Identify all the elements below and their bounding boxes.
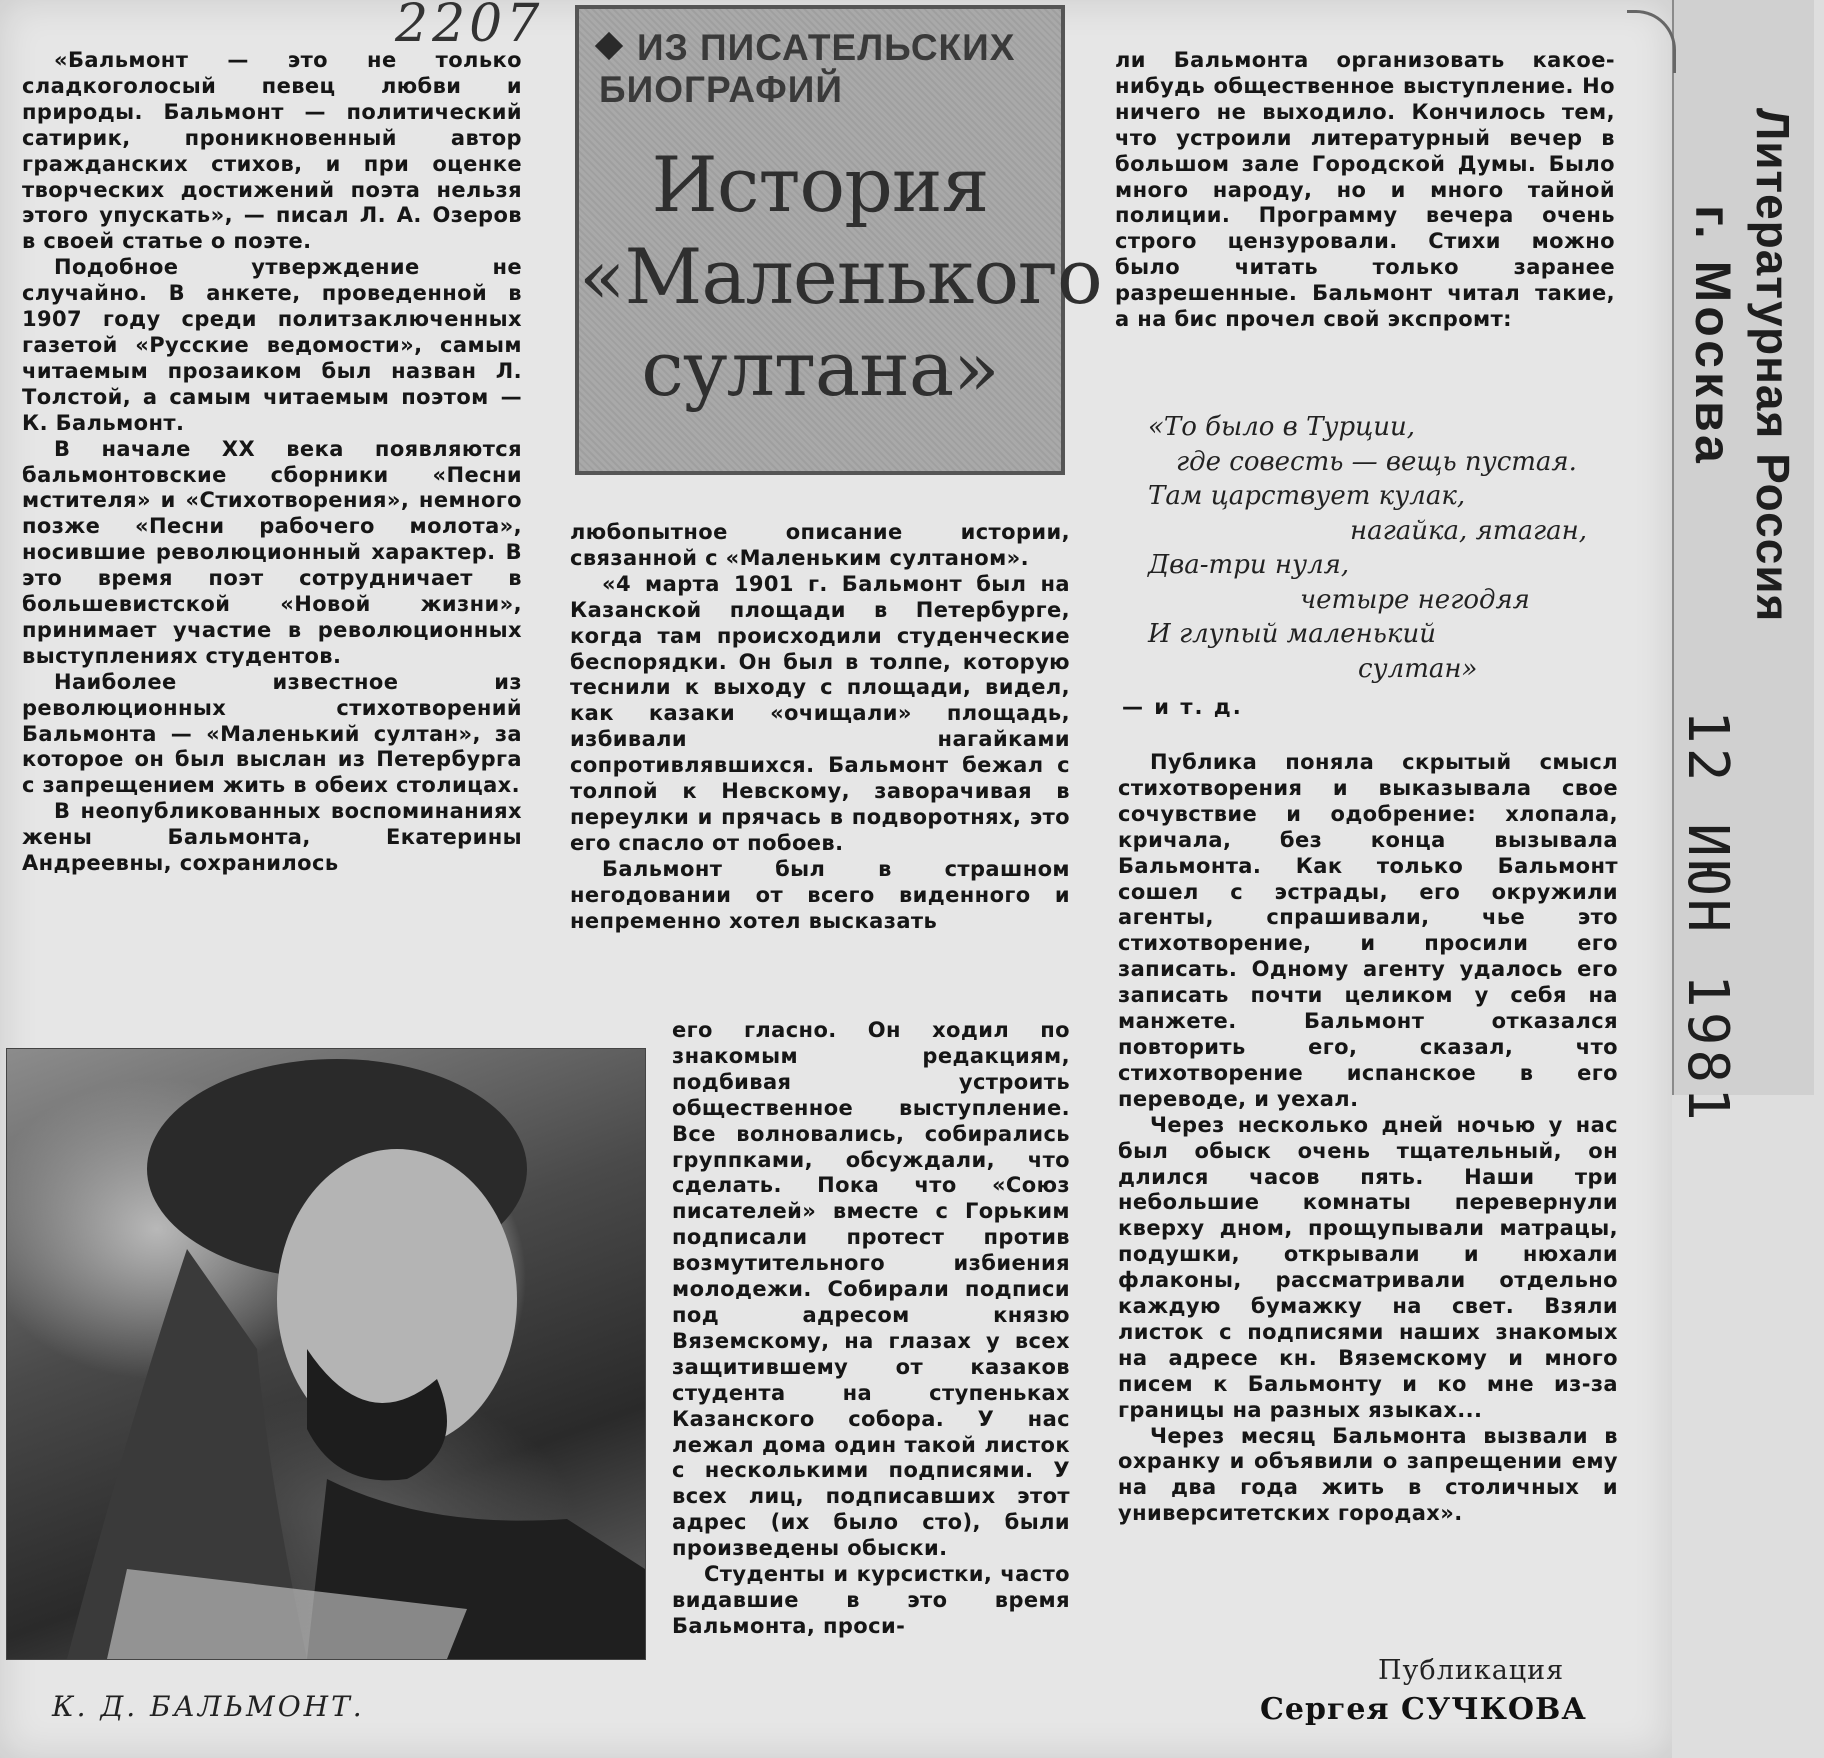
poem-line: Там царствует кулак, [1148, 481, 1466, 511]
paragraph: Студенты и курсистки, часто видавшие в это время Бальмонта, проси- [672, 1562, 1070, 1638]
etc-note: — и т. д. [1122, 695, 1243, 719]
poem-line: «То было в Турции, [1148, 412, 1416, 442]
handwritten-archive-number: 2207 [395, 0, 544, 54]
paragraph: Подобное утверждение не случайно. В анкете, проведенной в 1907 году среди политзаключенных газетой «Русские ведомости», самым читаемым прозаиком был назван Л. Толстой, а самым читаемым поэтом — К. Бальмонт. [22, 255, 522, 435]
publication-label: Публикация [1378, 1655, 1565, 1686]
stamp-newspaper-name: Литературная Россия [1747, 108, 1799, 623]
article-title: История «Маленького султана» [579, 140, 1102, 413]
portrait-figure [7, 1049, 645, 1659]
paragraph: Наиболее известное из революционных стихотворений Бальмонта — «Маленький султан», за которое он был выслан из Петербурга с запрещением жить в обеих столицах. [22, 669, 522, 798]
paragraph: его гласно. Он ходил по знакомым редакциям, подбивая устроить общественное выступление. Все волновались, собирались группками, обсуждали, что сделать. Пока что «Союз писателей» вместе с Горьким подписали протест против возмутительного избиения молодежи. Собирали подписи под адресом князю Вяземскому, на глазах у всех защитившему от казаков студента на ступеньках Казанского собора. У нас лежал дома один такой листок с несколькими подписями. У всех лиц, подписавших этот адрес (их было сто), были произведены обыски. [672, 1018, 1070, 1561]
paragraph: В начале XX века появляются бальмонтовские сборники «Песни мстителя» и «Стихотворения», немного позже «Песни рабочего молота», носившие революционный характер. В это время поэт сотрудничает в большевистской «Новой жизни», принимает участие в революционных выступлениях студентов. [22, 436, 522, 668]
poem-line: султан» [1358, 653, 1478, 684]
article-column-3-top [1115, 48, 1615, 333]
headline-box [575, 5, 1102, 475]
rubric-text: ИЗ ПИСАТЕЛЬСКИХ БИОГРАФИЙ [599, 27, 1016, 110]
article-column-2-bottom [672, 1018, 1070, 1640]
paragraph: Через несколько дней ночью у нас был обыск очень тщательный, он длился часов пять. Наши три небольшие комнаты перевернули кверху дном, прощупывали матрацы, подушки, открывали и нюхали флаконы, рассматривали отдельно каждую бумажку на свет. Взяли листок с подписями наших знакомых на адресе кн. Вяземскому и много писем к Бальмонту и ко мне из-за границы на разных языках... [1118, 1112, 1618, 1422]
article-column-3-bottom [1118, 750, 1618, 1527]
poem-line: четыре негодяя [1300, 584, 1530, 615]
publication-author: Сергея СУЧКОВА [1260, 1692, 1587, 1727]
rubric [599, 27, 1059, 111]
paragraph: любопытное описание истории, связанной с «Маленьким султаном». [570, 520, 1070, 570]
stamp-city: г. Москва [1685, 205, 1741, 467]
paragraph: «4 марта 1901 г. Бальмонт был на Казанской площади в Петербурге, когда там происходили студенческие беспорядки. Он был в толпе, которую теснили к выходу с площади, видел, как казаки «очищали» площадь, избивали нагайками сопротивлявшихся. Бальмонт бежал с толпой к Невскому, заворачивая в переулки и прячась в подворотнях, это его спасло от побоев. [570, 571, 1070, 855]
poem-line: И глупый маленький [1148, 619, 1436, 649]
photo-caption: К. Д. БАЛЬМОНТ. [52, 1690, 365, 1723]
poem-excerpt [1140, 410, 1630, 686]
article-column-1 [22, 48, 522, 877]
article-column-2-top [570, 520, 1070, 935]
diamond-bullet-icon [595, 32, 623, 60]
paragraph: ли Бальмонта организовать какое-нибудь общественное выступление. Но ничего не выходило. Кончилось тем, что устроили литературный вечер в большом зале Городской Думы. Было много народу, но и много тайной полиции. Программу вечера очень строго цензуровали. Стихи можно было читать только заранее разрешенные. Бальмонт читал такие, а на бис прочел свой экспромт: [1115, 48, 1615, 332]
portrait-photo [6, 1048, 646, 1660]
paragraph: Через месяц Бальмонта вызвали в охранку и объявили о запрещении ему на два года жить в столичных и университетских городах». [1118, 1423, 1618, 1526]
stamp-date: 12 ИЮН 1981 [1675, 710, 1740, 1125]
paragraph: В неопубликованных воспоминаниях жены Бальмонта, Екатерины Андреевны, сохранилось [22, 799, 522, 876]
poem-line: нагайка, ятаган, [1350, 515, 1587, 546]
paragraph: «Бальмонт — это не только сладкоголосый певец любви и природы. Бальмонт — политический сатирик, проникновенный автор гражданских стихов, и при оценке творческих достижений поэта нельзя этого упускать», — писал Л. А. Озеров в своей статье о поэте. [22, 48, 522, 254]
paragraph: Бальмонт был в страшном негодовании от всего виденного и непременно хотел высказать [570, 856, 1070, 933]
poem-line: Два-три нуля, [1148, 550, 1350, 580]
poem-line: где совесть — вещь пустая. [1176, 446, 1577, 477]
paragraph: Публика поняла скрытый смысл стихотворения и выказывала свое сочувствие и одобрение: хлопала, кричала, без конца вызывала Бальмонта. Как только Бальмонт сошел с эстрады, его окружили агенты, спрашивали, чье это стихотворение, и просили его записать. Одному агенту удалось его записать почти целиком у себя на манжете. Бальмонт отказался повторить его, сказал, что стихотворение испанское в его переводе, и уехал. [1118, 750, 1618, 1111]
